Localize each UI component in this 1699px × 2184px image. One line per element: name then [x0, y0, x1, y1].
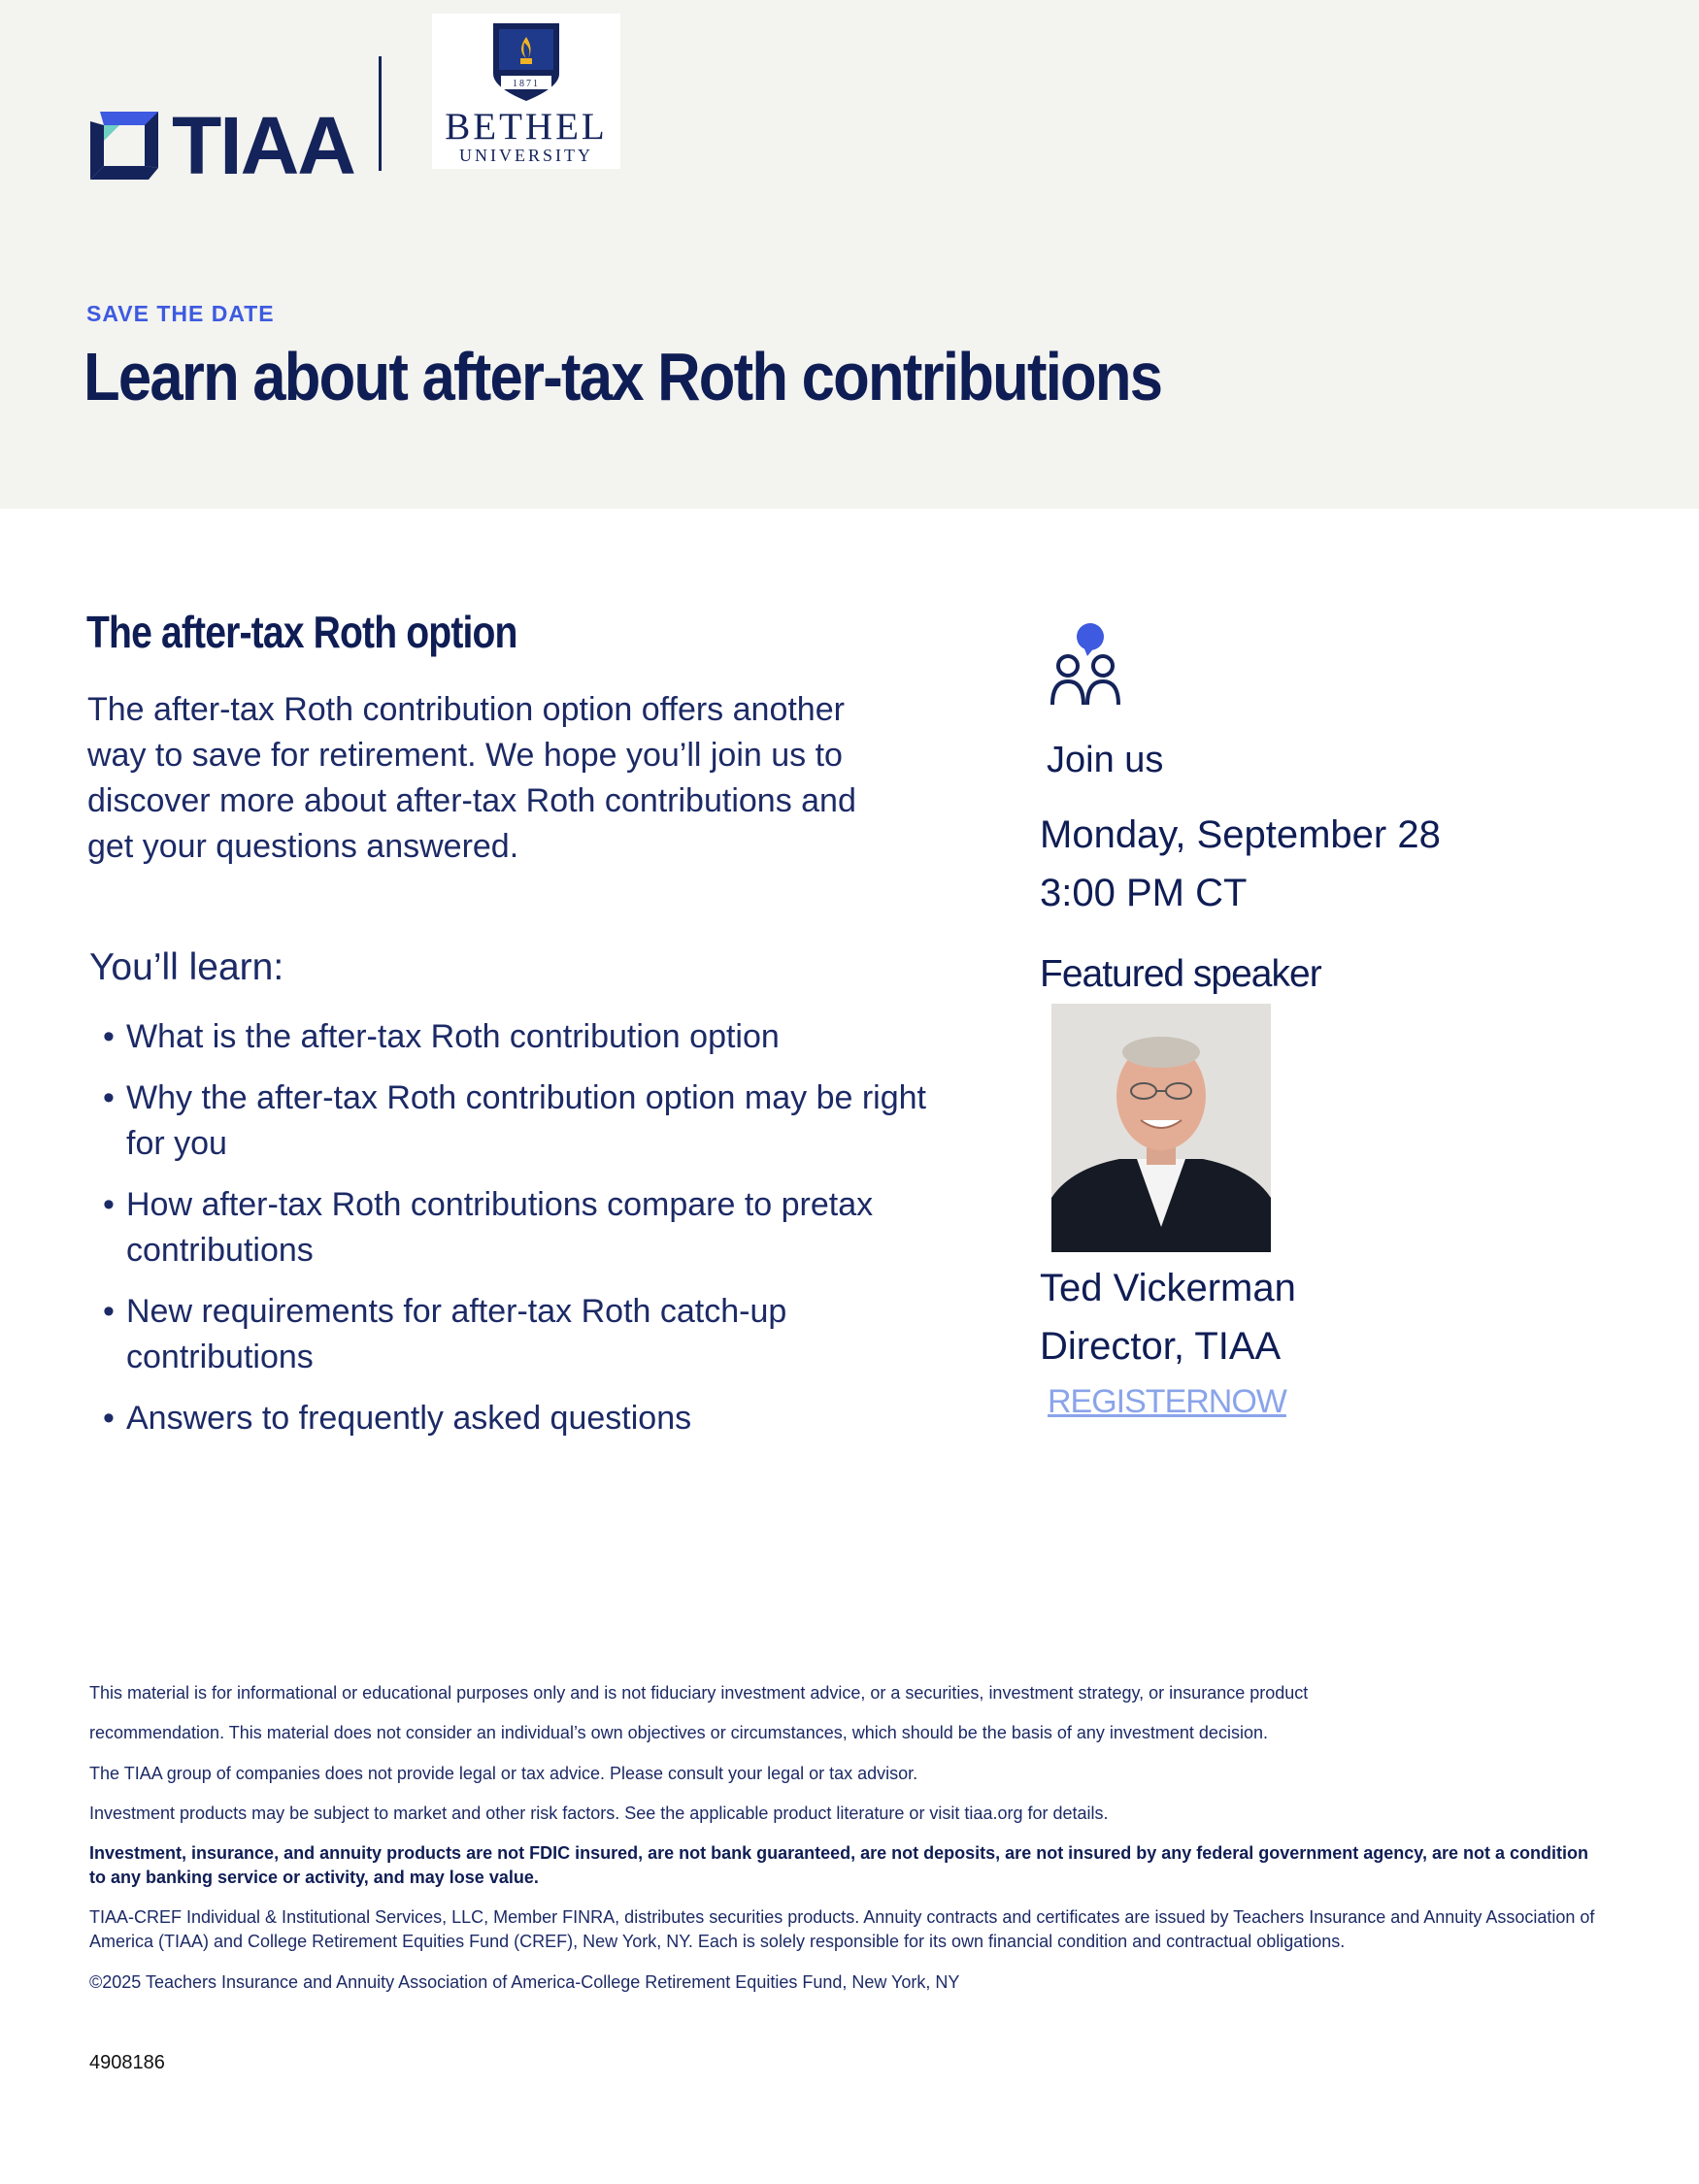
list-item: • How after-tax Roth contributions compare to pretax contributions	[103, 1186, 874, 1269]
learn-heading: You’ll learn:	[89, 946, 284, 988]
disclaimer-line: This material is for informational or educational purposes only and is not fiduciary investment advice, or a securities, investment strategy, or insurance product	[89, 1683, 1309, 1703]
register-now-link[interactable]: REGISTERNOW	[1048, 1383, 1286, 1420]
document-number: 4908186	[89, 2052, 165, 2073]
bethel-subtitle: UNIVERSITY	[459, 146, 593, 165]
page-title: Learn about after-tax Roth contributions	[83, 339, 1162, 414]
join-us-label: Join us	[1047, 740, 1164, 780]
logo-divider	[379, 56, 382, 171]
tiaa-mark-icon	[90, 112, 158, 180]
bethel-name: BETHEL	[445, 106, 608, 148]
speaker-name: Ted Vickerman	[1040, 1267, 1296, 1309]
header-band	[0, 0, 1699, 509]
list-item: • Why the after-tax Roth contribution option may be right for you	[103, 1079, 926, 1162]
speaker-photo	[1051, 1004, 1271, 1252]
bethel-crest-icon	[487, 19, 565, 103]
disclaimer-line: Investment products may be subject to market and other risk factors. See the applicable product literature or visit tiaa.org for details.	[89, 1803, 1109, 1823]
learn-list	[103, 1014, 957, 1457]
list-item: • New requirements for after-tax Roth catch-up contributions	[103, 1293, 787, 1375]
people-chat-icon	[1049, 621, 1130, 709]
speaker-portrait-image	[1051, 1004, 1271, 1252]
tiaa-logo	[90, 100, 354, 191]
list-item: • Answers to frequently asked questions	[103, 1400, 692, 1437]
disclaimer-line: The TIAA group of companies does not provide legal or tax advice. Please consult your legal or tax advisor.	[89, 1764, 918, 1783]
fdic-notice: Investment, insurance, and annuity products are not FDIC insured, are not bank guaranteed, are not deposits, are not insured by any federal government agency, are not a condition to any banking service or activity, and may lose value.	[89, 1843, 1588, 1887]
speaker-title: Director, TIAA	[1040, 1325, 1282, 1368]
bethel-year: 1871	[513, 79, 540, 89]
intro-paragraph: The after-tax Roth contribution option offers another way to save for retirement. We hope you’ll join us to discover more about after-tax Roth contributions and get your questions answered.	[87, 691, 856, 865]
event-date: Monday, September 28	[1040, 813, 1441, 856]
disclaimer-line: recommendation. This material does not consider an individual’s own objectives or circumstances, which should be the basis of any investment decision.	[89, 1723, 1268, 1742]
list-item: • What is the after-tax Roth contribution option	[103, 1018, 780, 1055]
distribution-notice: TIAA-CREF Individual & Institutional Services, LLC, Member FINRA, distributes securities products. Annuity contracts and certificates are issued by Teachers Insurance and Annuity Association of America (TIAA) and College Retirement Equities Fund (CREF), New York, NY. Each is solely responsible for its own financial condition and contractual obligations.	[89, 1907, 1595, 1951]
tiaa-wordmark: TIAA	[172, 100, 354, 191]
section-heading: The after-tax Roth option	[86, 607, 517, 657]
bethel-logo	[432, 14, 620, 169]
save-the-date-label: SAVE THE DATE	[86, 301, 275, 326]
featured-speaker-label: Featured speaker	[1040, 953, 1321, 995]
event-time: 3:00 PM CT	[1040, 872, 1248, 914]
copyright-notice: ©2025 Teachers Insurance and Annuity Association of America-College Retirement Equities Fund, New York, NY	[89, 1972, 960, 1992]
